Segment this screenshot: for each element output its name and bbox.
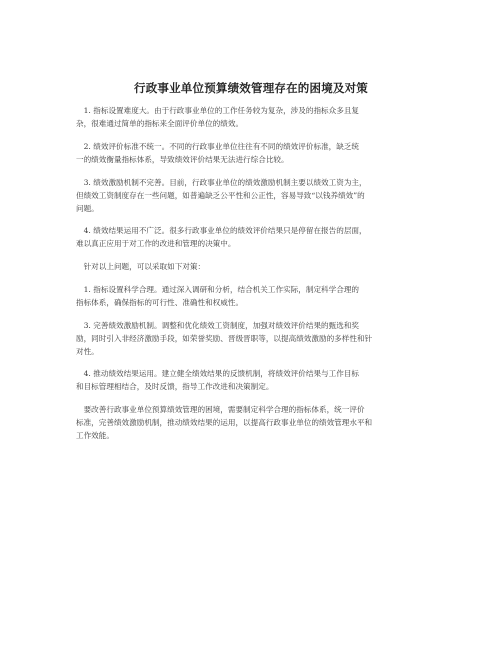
paragraph-1 — [76, 104, 436, 130]
paragraph-line: 要改善行政事业单位预算绩效管理的困境，需要制定科学合理的指标体系，统一评价 — [76, 405, 365, 414]
paragraph-line: 但绩效工资制度存在一些问题，如普遍缺乏公平性和公正性，容易导致“以钱养绩效”的 — [76, 191, 365, 200]
paragraph-line: 4. 绩效结果运用不广泛。很多行政事业单位的绩效评价结果只是停留在报告的层面， — [76, 226, 367, 235]
paragraph-line: 1. 指标设置难度大。由于行政事业单位的工作任务较为复杂，涉及的指标众多且复 — [76, 106, 360, 115]
paragraph-line: 难以真正应用于对工作的改进和管理的决策中。 — [76, 239, 236, 248]
paragraph-line: 和目标管理相结合，及时反馈，指导工作改进和决策制定。 — [76, 382, 274, 391]
document-title: 行政事业单位预算绩效管理存在的困境及对策 — [134, 81, 368, 95]
paragraph-line: 指标体系，确保指标的可行性、准确性和权威性。 — [76, 298, 244, 307]
paragraph-line: 3. 绩效激励机制不完善。目前，行政事业单位的绩效激励机制主要以绩效工资为主， — [76, 178, 367, 187]
paragraph-3 — [76, 176, 436, 215]
paragraph-6 — [76, 283, 436, 309]
paragraph-2 — [76, 140, 436, 166]
paragraph-line: 问题。 — [76, 204, 99, 213]
paragraph-4 — [76, 224, 436, 250]
paragraph-line: 4. 推动绩效结果运用。建立健全绩效结果的反馈机制，将绩效评价结果与工作目标 — [76, 369, 360, 378]
paragraph-9 — [76, 403, 436, 442]
paragraph-line: 1. 指标设置科学合理。通过深入调研和分析，结合机关工作实际，制定科学合理的 — [76, 285, 360, 294]
paragraph-line: 对性。 — [76, 347, 99, 356]
paragraph-5 — [76, 260, 436, 273]
paragraph-line: 励，同时引入非经济激励手段，如荣誉奖励、晋级晋职等，以提高绩效激励的多样性和针 — [76, 334, 373, 343]
paragraph-line: 标准，完善绩效激励机制，推动绩效结果的运用，以提高行政事业单位的绩效管理水平和 — [76, 418, 373, 427]
paragraph-line: 针对以上问题，可以采取如下对策： — [76, 262, 206, 271]
paragraph-7 — [76, 319, 436, 358]
paragraph-line: 杂，很难通过简单的指标来全面评价单位的绩效。 — [76, 119, 244, 128]
paragraph-line: 一的绩效衡量指标体系，导致绩效评价结果无法进行综合比较。 — [76, 155, 289, 164]
paragraph-line: 2. 绩效评价标准不统一。不同的行政事业单位往往有不同的绩效评价标准，缺乏统 — [76, 142, 360, 151]
paragraph-line: 工作效能。 — [76, 431, 114, 440]
paragraph-8 — [76, 367, 436, 393]
paragraph-line: 3. 完善绩效激励机制。调整和优化绩效工资制度，加强对绩效评价结果的甄选和奖 — [76, 321, 360, 330]
